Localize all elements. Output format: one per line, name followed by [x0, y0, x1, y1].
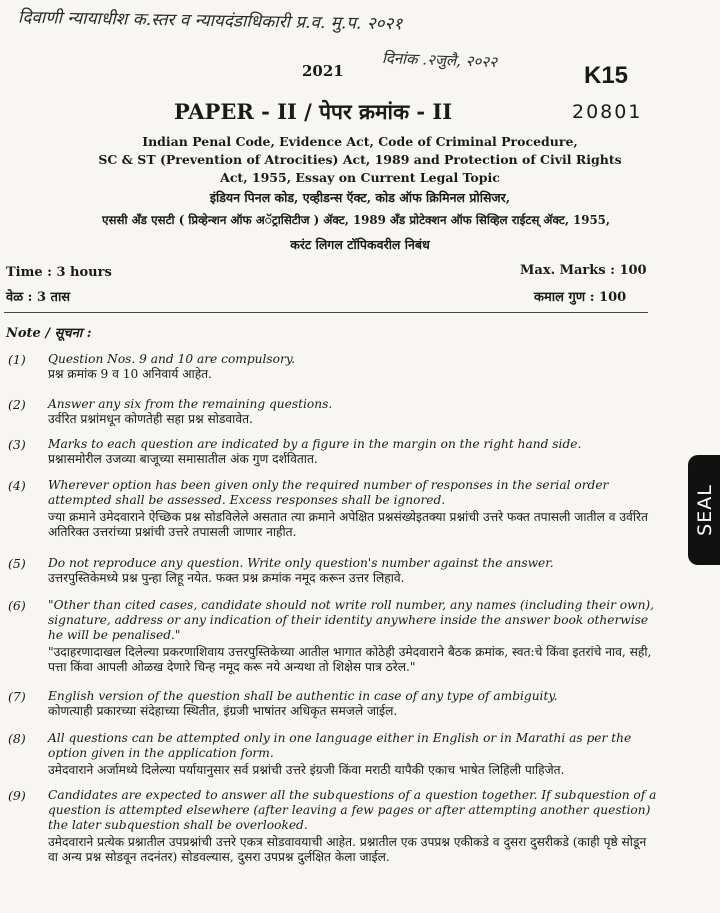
subject-mr-line-3: करंट लिगल टॉपिकवरील निबंध [290, 237, 430, 252]
paper-title: PAPER - II / पेपर क्रमांक - II [174, 99, 453, 124]
note-text-mr: उमेदवाराने प्रत्येक प्रश्नातील उपप्रश्नांची उत्तरे एकत्र सोडवावयाची आहेत. प्रश्नातील एक उपप्रश्न एकीकडे व दुसरा दुसरीकडे (काही पृष्ठे सोडून वा अन्य प्रश्न सोडवून तदनंतर) सोडवल्यास, दुसरा उपप्रश्न दुर्लक्षित केला जाईल. [48, 835, 647, 864]
note-text-en: Question Nos. 9 and 10 are compulsory. [48, 352, 295, 366]
note-number: (4) [8, 478, 26, 493]
max-marks-mr: कमाल गुण : 100 [534, 290, 627, 305]
note-text-en: English version of the question shall be authentic in case of any type of ambiguity. [48, 689, 558, 703]
time-mr: वेळ : 3 तास [6, 290, 71, 305]
note-text-en: All questions can be attempted only in one language either in English or in Marathi as per the option given in the application form. [48, 731, 632, 760]
note-text-mr: उमेदवाराने अर्जामध्ये दिलेल्या पर्यायानुसार सर्व प्रश्नांची उत्तरे इंग्रजी किंवा मराठी यापैकी एकाच भाषेत लिहिली पाहिजेत. [48, 763, 565, 777]
divider-line [4, 312, 648, 313]
note-heading: Note / सूचना : [6, 326, 92, 341]
serial-number: 20801 [572, 101, 643, 123]
note-number: (5) [8, 556, 26, 571]
note-text-en: Candidates are expected to answer all the subquestions of a question together. If subquestion of a question is attempted elsewhere (after leaving a few pages or after attempting another question) the later subquestion shall be overlooked. [48, 788, 657, 832]
subject-en-line-2: SC & ST (Prevention of Atrocities) Act, 1989 and Protection of Civil Rights [98, 152, 622, 167]
time-en: Time : 3 hours [6, 265, 112, 280]
note-text-mr: उत्तरपुस्तिकेमध्ये प्रश्न पुन्हा लिहू नयेत. फक्त प्रश्न क्रमांक नमूद करून उत्तर लिहावे. [48, 571, 405, 585]
note-text-mr: उर्वरित प्रश्नांमधून कोणतेही सहा प्रश्न सोडवावेत. [48, 412, 253, 426]
note-text-en: "Other than cited cases, candidate should not write roll number, any names (including their own), signature, address or any indication of their identity anywhere inside the answer book otherwise he will be penalised." [48, 598, 655, 642]
subject-en-line-1: Indian Penal Code, Evidence Act, Code of Criminal Procedure, [142, 134, 578, 149]
note-text-mr: प्रश्नासमोरील उजव्या बाजूच्या समासातील अंक गुण दर्शवितात. [48, 452, 318, 466]
note-text-mr: ज्या क्रमाने उमेदवाराने ऐच्छिक प्रश्न सोडविलेले असतात त्या क्रमाने अपेक्षित प्रश्नसंख्येइतक्या प्रश्नांची उत्तरे फक्त तपासली जातील व उर्वरित अतिरिक्त उत्तरांच्या प्रश्नांची उत्तरे तपासली जाणार नाहीत. [48, 510, 648, 539]
note-text-en: Answer any six from the remaining questions. [48, 397, 333, 411]
note-text-en: Do not reproduce any question. Write only question's number against the answer. [48, 556, 554, 570]
note-text-mr: कोणत्याही प्रकारच्या संदेहाच्या स्थितीत, इंग्रजी भाषांतर अधिकृत समजले जाईल. [48, 704, 398, 718]
subject-mr-line-2: एससी अँड एसटी ( प्रिव्हेन्शन ऑफ अॅट्रासिटीज ) ॲक्ट, 1989 अँड प्रोटेक्शन ऑफ सिव्हिल राईटस् ॲक्ट, 1955, [102, 213, 610, 227]
subject-en-line-3: Act, 1955, Essay on Current Legal Topic [220, 170, 500, 185]
note-text-mr: प्रश्न क्रमांक 9 व 10 अनिवार्य आहेत. [48, 367, 212, 381]
note-number: (6) [8, 598, 26, 613]
note-number: (3) [8, 437, 26, 452]
paper-code: K15 [584, 62, 629, 89]
seal-label: SEAL [694, 484, 716, 536]
note-number: (1) [8, 352, 26, 367]
handwritten-header-line: दिवाणी न्यायाधीश क.स्तर व न्यायदंडाधिकारी प्र.व. मु.प. २०२१ [17, 7, 403, 35]
subject-mr-line-1: इंडियन पिनल कोड, एव्हीडन्स ऍक्ट, कोड ऑफ क्रिमिनल प्रोसिजर, [209, 190, 511, 205]
exam-year: 2021 [302, 62, 344, 80]
note-number: (2) [8, 397, 26, 412]
note-number: (7) [8, 689, 26, 704]
max-marks-en: Max. Marks : 100 [520, 263, 647, 278]
handwritten-date-line: दिनांक .२जुलै, २०२२ [381, 48, 498, 72]
note-text-en: Marks to each question are indicated by a figure in the margin on the right hand side. [48, 437, 582, 451]
note-text-mr: "उदाहरणादाखल दिलेल्या प्रकरणाशिवाय उत्तरपुस्तिकेच्या आतील भागात कोठेही उमेदवाराने बैठक क्रमांक, स्वत:चे किंवा इतरांचे नाव, सही, पत्ता किंवा आपली ओळख देणारे चिन्ह नमूद करू नये अन्यथा तो शिक्षेस पात्र ठरेल." [48, 645, 652, 674]
note-number: (8) [8, 731, 26, 746]
seal-tab [688, 455, 720, 565]
note-number: (9) [8, 788, 26, 803]
note-text-en: Wherever option has been given only the required number of responses in the serial order attempted shall be assessed. Excess responses shall be ignored. [48, 478, 609, 507]
